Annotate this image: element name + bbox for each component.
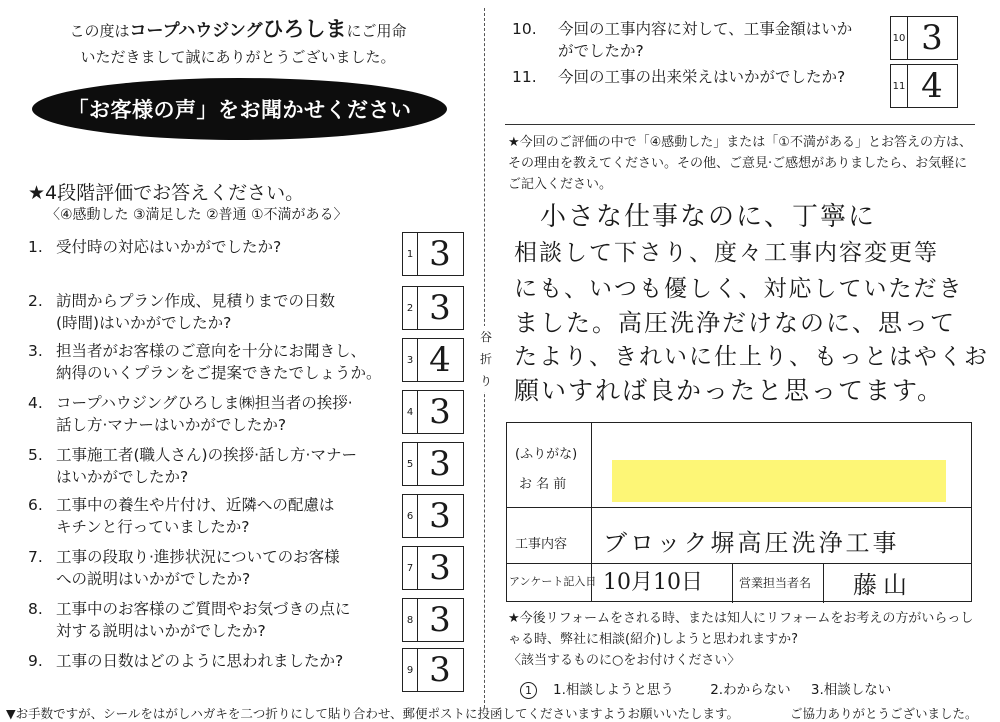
name-label: お 名 前 bbox=[519, 477, 567, 492]
answer-box-number: 6 bbox=[403, 495, 418, 537]
question-7: 7. 工事の段取り·進捗状況についてのお客様 への説明はいかがでしたか? bbox=[28, 548, 340, 588]
answer-box-3[interactable] bbox=[402, 338, 464, 382]
fold-label: 谷 折 り bbox=[479, 326, 493, 392]
comment-line: ました。高圧洗浄だけなのに、思って bbox=[514, 309, 956, 337]
survey-date-label: アンケート記入日 bbox=[509, 575, 597, 588]
sales-label: 営業担当者名 bbox=[739, 576, 812, 590]
answer-value: 3 bbox=[429, 650, 451, 690]
comment-line: 相談して下さり、度々工事内容変更等 bbox=[514, 240, 939, 266]
rating-legend: 〈④感動した ③満足した ②普通 ①不満がある〉 bbox=[46, 207, 348, 223]
answer-box-5[interactable] bbox=[402, 442, 464, 486]
answer-box-number: 1 bbox=[403, 233, 418, 275]
name-redaction bbox=[612, 460, 946, 502]
answer-box-11[interactable] bbox=[890, 64, 958, 108]
answer-value: 3 bbox=[429, 288, 451, 328]
question-6: 6. 工事中の養生や片付け、近隣への配慮は キチンと行っていましたか? bbox=[28, 496, 335, 536]
brand-name: コープハウジング bbox=[129, 21, 263, 41]
answer-box-1[interactable] bbox=[402, 232, 464, 276]
comment-line: にも、いつも優しく、対応していただき bbox=[514, 276, 964, 302]
referral-question: ★今後リフォームをされる時、または知人にリフォームをお考えの方がいらっしゃる時、弊社に相談(紹介)しようと思われますか? 〈該当するものに○をお付けください〉 bbox=[508, 611, 974, 668]
option-consult[interactable]: 1 1.相談しようと思う bbox=[520, 682, 690, 698]
answer-box-9[interactable] bbox=[402, 648, 464, 692]
answer-box-7[interactable] bbox=[402, 546, 464, 590]
question-3: 3. 担当者がお客様のご意向を十分にお聞きし、 納得のいくプランをご提案できたでしょうか。 bbox=[28, 342, 382, 382]
question-11: 11. 今回の工事の出来栄えはいかがでしたか? bbox=[512, 68, 846, 86]
answer-value: 3 bbox=[429, 600, 451, 640]
work-value: ブロック塀高圧洗浄工事 bbox=[603, 529, 900, 557]
answer-box-6[interactable] bbox=[402, 494, 464, 538]
work-label: 工事内容 bbox=[515, 537, 568, 552]
answer-value: 3 bbox=[429, 548, 451, 588]
answer-box-number: 2 bbox=[403, 287, 418, 329]
question-10: 10. 今回の工事内容に対して、工事金額はいか がでしたか? bbox=[512, 20, 853, 60]
comment-line: 願いすれば良かったと思ってます。 bbox=[514, 376, 945, 405]
option-unsure[interactable]: 2.わからない bbox=[710, 682, 791, 698]
answer-value: 3 bbox=[429, 392, 451, 432]
answer-box-number: 7 bbox=[403, 547, 418, 589]
footer-note: ▼お手数ですが、シールをはがしハガキを二つ折りにして貼り合わせ、郵便ポストに投函してくださいますようお願いいたします。 bbox=[6, 706, 739, 721]
sales-value: 藤山 bbox=[853, 571, 913, 599]
answer-value: 3 bbox=[429, 444, 451, 484]
survey-date-value: 10月10日 bbox=[603, 570, 703, 595]
answer-value: 3 bbox=[429, 234, 451, 274]
question-2: 2. 訪問からプラン作成、見積りまでの日数 (時間)はいかがでしたか? bbox=[28, 292, 336, 332]
brand-mark: ひろしま bbox=[262, 17, 347, 41]
answer-box-number: 9 bbox=[403, 649, 418, 691]
answer-box-4[interactable] bbox=[402, 390, 464, 434]
question-9: 9. 工事の日数はどのように思われましたか? bbox=[28, 652, 344, 670]
customer-form bbox=[506, 422, 972, 602]
answer-value: 3 bbox=[921, 18, 943, 58]
comment-line: たより、きれいに仕上り、もっとはやくお bbox=[514, 344, 989, 370]
answer-box-number: 3 bbox=[403, 339, 418, 381]
referral-options bbox=[520, 678, 907, 699]
answer-box-number: 8 bbox=[403, 599, 418, 641]
intro-line-2: いただきまして誠にありがとうございました。 bbox=[80, 48, 396, 66]
divider bbox=[505, 124, 975, 125]
answer-value: 3 bbox=[429, 496, 451, 536]
comment-prompt: ★今回のご評価の中で「④感動した」または「①不満がある」とお答えの方は、その理由を教えてください。その他、ご意見·ご感想がありましたら、お気軽にご記入ください。 bbox=[508, 135, 972, 192]
question-8: 8. 工事中のお客様のご質問やお気づきの点に 対する説明はいかがでしたか? bbox=[28, 600, 351, 640]
furigana-label: (ふりがな) bbox=[515, 447, 578, 462]
answer-box-number: 11 bbox=[891, 65, 908, 107]
intro-line-1: この度はコープハウジングひろしまにご用命 bbox=[69, 17, 407, 41]
thanks-text: ご協力ありがとうございました。 bbox=[790, 706, 978, 721]
answer-value: 4 bbox=[921, 66, 943, 106]
answer-box-number: 10 bbox=[891, 17, 908, 59]
answer-box-number: 4 bbox=[403, 391, 418, 433]
option-no[interactable]: 3.相談しない bbox=[810, 682, 892, 698]
answer-box-number: 5 bbox=[403, 443, 418, 485]
selected-circle-icon: 1 bbox=[520, 682, 537, 699]
question-1: 1. 受付時の対応はいかがでしたか? bbox=[28, 238, 282, 256]
comment-line: 小さな仕事なのに、丁寧に bbox=[540, 202, 877, 232]
answer-value: 4 bbox=[429, 340, 451, 380]
question-4: 4. コープハウジングひろしま㈱担当者の挨拶· 話し方·マナーはいかがでしたか? bbox=[28, 394, 353, 434]
answer-box-2[interactable] bbox=[402, 286, 464, 330]
answer-box-10[interactable] bbox=[890, 16, 958, 60]
survey-banner: 「お客様の声」をお聞かせください bbox=[32, 78, 447, 140]
answer-box-8[interactable] bbox=[402, 598, 464, 642]
rating-heading: ★4段階評価でお答えください。 bbox=[28, 182, 305, 204]
question-5: 5. 工事施工者(職人さん)の挨拶·話し方·マナー はいかがでしたか? bbox=[28, 446, 357, 486]
